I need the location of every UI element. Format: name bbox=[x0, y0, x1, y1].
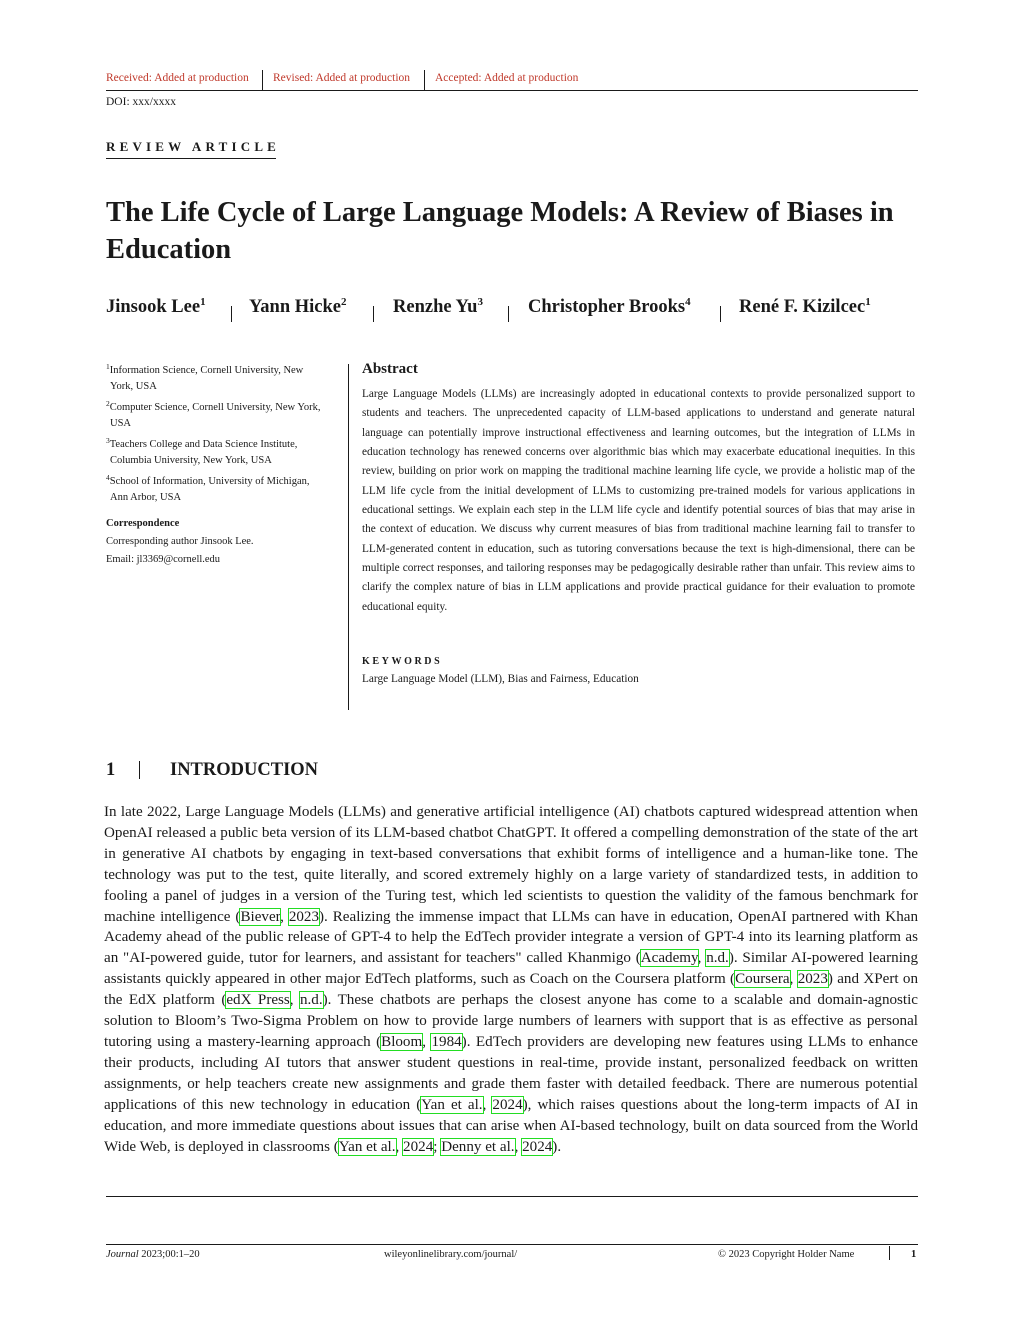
author-divider bbox=[373, 306, 374, 322]
affiliation: $^4$School of Information, University of Michigan, Ann Arbor, USA bbox=[106, 473, 310, 503]
intro-text: , bbox=[395, 1138, 404, 1155]
column-divider bbox=[348, 364, 349, 710]
author: René F. Kizilcec$^1$ bbox=[739, 296, 871, 317]
affiliation: $^3$Teachers College and Data Science Institute, Columbia University, New York, USA bbox=[106, 436, 298, 466]
citation-link[interactable]: Biever bbox=[240, 908, 281, 925]
article-type-rule bbox=[106, 158, 276, 159]
citation-link[interactable]: Bloom bbox=[381, 1033, 423, 1050]
copyright: © 2023 Copyright Holder Name bbox=[718, 1249, 855, 1260]
intro-text: ). EdTech providers are developing new features using LLMs to enhance their products, including AI tutors that answer student questions in real-time, provide instant, personalized feedback on written assignments, or help teachers create new assignments and grade them faster with detailed feedback. There are numerous potential applications of this new technology in education ( bbox=[104, 1033, 919, 1113]
citation-link[interactable]: 2024 bbox=[492, 1096, 523, 1113]
keywords: Large Language Model (LLM), Bias and Fairness, Education bbox=[362, 673, 639, 685]
citation-link[interactable]: Coursera bbox=[735, 971, 790, 988]
header-rule bbox=[106, 90, 918, 91]
section-title: INTRODUCTION bbox=[170, 760, 319, 780]
citation-link[interactable]: Denny et al. bbox=[441, 1138, 515, 1155]
author: Yann Hicke$^2$ bbox=[249, 296, 347, 317]
abstract-text: Large Language Models (LLMs) are increasingly adopted in educational contexts to provide personalized support to students and teachers. The unprecedented capacity of LLM-based applications to understand and generate natural language can potentially improve instructional effectiveness and learning outcomes, but the integration of LLMs in education technology has renewed concerns over algorithmic bias which may exacerbate educational inequities. In this review, building on prior work on mapping the traditional machine learning life cycle, we provide a holistic map of the LLM life cycle from the initial development of LLMs to customizing pre-trained models for various applications in educational settings. We explain each step in the LLM life cycle and identify potential sources of bias that may arise in the context of education. We discuss why current measures of bias from traditional machine learning fail to transfer to LLM-generated content in education, such as tutoring conversations because the text is high-dimensional, there can be multiple correct responses, and tailoring responses may be pedagogically desirable rather than unfair. This review aims to clarify the complex nature of bias in LLM applications and provide practical guidance for their evaluation to promote educational equity. bbox=[362, 388, 915, 613]
author-list bbox=[106, 296, 918, 326]
citation-link[interactable]: 2023 bbox=[797, 971, 828, 988]
history-divider bbox=[262, 70, 263, 90]
footer-rule bbox=[106, 1244, 918, 1245]
received-date: Received: Added at production bbox=[106, 72, 249, 84]
email[interactable]: Email: jl3369@cornell.edu bbox=[106, 554, 221, 565]
intro-text: ). These chatbots are perhaps the closest anyone has come to a scalable and domain-agnostic solution to Bloom’s Two-Sigma Problem on how to provide large numbers of learners with support that is as effective as personal tutoring using a mastery-learning approach ( bbox=[104, 992, 918, 1050]
history-divider bbox=[424, 70, 425, 90]
intro-text: ; bbox=[433, 1138, 442, 1155]
history-line bbox=[106, 72, 918, 90]
citation-link[interactable]: 2023 bbox=[288, 908, 319, 925]
intro-text: ), which raises questions about the long-term impacts of AI in education, and more immediate questions about issues that can arise when AI-based technology, built on data sourced from the World Wide Web, is deployed in classrooms ( bbox=[104, 1096, 918, 1155]
intro-text: ). Similar AI-powered learning assistants quickly appeared in other major EdTech platforms, such as Coach on the Coursera platform ( bbox=[104, 950, 918, 988]
citation-link[interactable]: Yan et al. bbox=[338, 1138, 396, 1155]
accepted-date: Accepted: Added at production bbox=[435, 72, 579, 84]
corresponding-author: Corresponding author Jinsook Lee. bbox=[106, 536, 254, 547]
page-number: 1 bbox=[911, 1249, 917, 1260]
citation-link[interactable]: 1984 bbox=[431, 1033, 462, 1050]
section-divider bbox=[139, 761, 140, 779]
intro-text: , bbox=[289, 992, 300, 1009]
intro-text: , bbox=[482, 1096, 493, 1113]
intro-text: In late 2022, Large Language Models (LLMs) and generative artificial intelligence (AI) chatbots captured widespread attention when OpenAI released a public beta version of its LLM-based chatbot ChatGPT. It offered a compelling demonstration of the state of the art in generative AI chatbots by engaging in text-based conversations that exhibit forms of intelligence and a human-like tone. The technology was put to the test, quite literally, and scored extremely highly on a large variety of standardized tests, in addition to fooling a panel of judges in a version of the Turing test, which led scientists to question the validity of the famous benchmark for machine intelligence ( bbox=[104, 804, 918, 925]
intro-text: , bbox=[514, 1138, 523, 1155]
affiliation: $^1$Information Science, Cornell University, New York, USA bbox=[106, 362, 304, 392]
intro-text: , bbox=[697, 950, 707, 967]
paper-title: The Life Cycle of Large Language Models: A Review of Biases in Education bbox=[106, 197, 894, 265]
content-rule bbox=[106, 1196, 918, 1197]
intro-text: ) and XPert on the EdX platform ( bbox=[104, 971, 919, 1009]
author: Christopher Brooks$^4$ bbox=[528, 296, 691, 317]
author: Jinsook Lee$^1$ bbox=[106, 296, 206, 317]
citation-link[interactable]: Yan et al. bbox=[421, 1096, 483, 1113]
article-type: REVIEW ARTICLE bbox=[106, 139, 281, 154]
citation-link[interactable]: n.d. bbox=[299, 992, 323, 1009]
footer-divider bbox=[889, 1246, 890, 1260]
citation-link[interactable]: 2024 bbox=[403, 1138, 434, 1155]
author-divider bbox=[720, 306, 721, 322]
introduction-paragraph bbox=[104, 802, 918, 1157]
journal-url[interactable]: wileyonlinelibrary.com/journal/ bbox=[384, 1249, 518, 1260]
citation-link[interactable]: Academy bbox=[640, 950, 698, 967]
abstract-heading: Abstract bbox=[362, 361, 418, 377]
journal-info: Journal 2023;00:1–20 bbox=[106, 1249, 200, 1260]
section-number: 1 bbox=[106, 760, 116, 780]
author: Renzhe Yu$^3$ bbox=[393, 296, 483, 317]
intro-text: , bbox=[789, 971, 798, 988]
intro-text: ). bbox=[552, 1138, 562, 1155]
affiliation: $^2$Computer Science, Cornell University, New York, USA bbox=[106, 399, 321, 429]
intro-text: ). Realizing the immense impact that LLMs can have in education, OpenAI partnered with Khan Academy ahead of the public release of GPT-4 to help the EdTech provider integrate a version of GPT-4 into its learning platform as an "AI-powered guide, tutor for learners, and assistant for teachers" called Khanmigo ( bbox=[104, 908, 918, 967]
author-divider bbox=[508, 306, 509, 322]
citation-link[interactable]: n.d. bbox=[706, 950, 729, 967]
intro-text: , bbox=[280, 908, 289, 925]
keywords-heading: KEYWORDS bbox=[362, 656, 443, 667]
correspondence-heading: Correspondence bbox=[106, 518, 180, 529]
author-divider bbox=[231, 306, 232, 322]
doi[interactable]: DOI: xxx/xxxx bbox=[106, 96, 176, 108]
citation-link[interactable]: edX Press bbox=[226, 992, 290, 1009]
intro-text: , bbox=[422, 1033, 432, 1050]
citation-link[interactable]: 2024 bbox=[522, 1138, 553, 1155]
revised-date: Revised: Added at production bbox=[273, 72, 411, 84]
